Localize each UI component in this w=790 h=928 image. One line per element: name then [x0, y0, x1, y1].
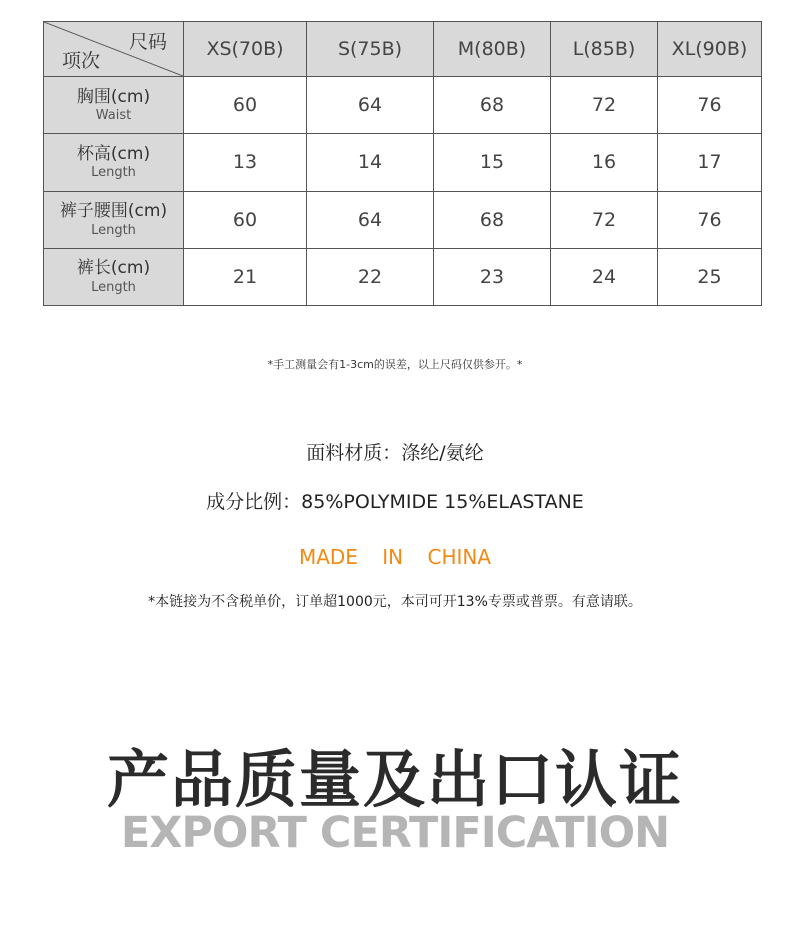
- row-label-en: Length: [91, 279, 136, 295]
- table-cell: 64: [307, 77, 434, 134]
- table-cell: 14: [307, 134, 434, 191]
- row-label-cn: 杯高(cm): [76, 143, 151, 164]
- row-label-cn: 裤长(cm): [76, 258, 151, 279]
- column-header: M(80B): [434, 22, 551, 77]
- row-label-en: Waist: [95, 108, 132, 124]
- table-cell: 16: [551, 134, 658, 191]
- table-cell: 60: [184, 191, 307, 248]
- table-cell: 24: [551, 248, 658, 305]
- table-cell: 76: [658, 191, 762, 248]
- table-cell: 13: [184, 134, 307, 191]
- row-header: [44, 77, 184, 134]
- row-label-en: Length: [91, 165, 136, 181]
- row-label-cn: 胸围(cm): [76, 86, 151, 107]
- table-cell: 60: [184, 77, 307, 134]
- table-row: [44, 77, 762, 134]
- tax-note: *本链接为不含税单价，订单超1000元，本司可开13%专票或普票。有意请联。: [148, 594, 642, 610]
- corner-item-label: 项次: [62, 50, 101, 72]
- table-cell: 23: [434, 248, 551, 305]
- row-label-en: Length: [91, 222, 136, 238]
- row-header: [44, 248, 184, 305]
- table-cell: 64: [307, 191, 434, 248]
- column-header: XS(70B): [184, 22, 307, 77]
- table-corner-cell: [44, 22, 184, 77]
- table-cell: 17: [658, 134, 762, 191]
- table-cell: 25: [658, 248, 762, 305]
- row-label-cn: 裤子腰围(cm): [59, 201, 168, 222]
- table-header-row: [44, 22, 762, 77]
- table-cell: 21: [184, 248, 307, 305]
- table-cell: 68: [434, 191, 551, 248]
- table-cell: 15: [434, 134, 551, 191]
- row-header: [44, 134, 184, 191]
- certification-title: 产品质量及出口认证: [106, 743, 683, 816]
- column-header: S(75B): [307, 22, 434, 77]
- certification-subtitle: EXPORT CERTIFICATION: [120, 808, 670, 858]
- composition-line: 成分比例：85%POLYMIDE 15%ELASTANE: [206, 491, 584, 513]
- material-line: 面料材质：涤纶/氨纶: [306, 442, 484, 464]
- table-row: [44, 134, 762, 191]
- table-cell: 72: [551, 77, 658, 134]
- table-cell: 76: [658, 77, 762, 134]
- corner-size-label: 尺码: [128, 31, 167, 53]
- made-in-label: MADE IN CHINA: [298, 545, 492, 569]
- table-cell: 22: [307, 248, 434, 305]
- table-cell: 68: [434, 77, 551, 134]
- table-cell: 72: [551, 191, 658, 248]
- measurement-note: *手工测量会有1-3cm的误差，以上尺码仅供参开。*: [267, 358, 523, 371]
- size-chart-table: [43, 21, 762, 306]
- table-row: [44, 248, 762, 305]
- table-row: [44, 191, 762, 248]
- row-header: [44, 191, 184, 248]
- column-header: L(85B): [551, 22, 658, 77]
- column-header: XL(90B): [658, 22, 762, 77]
